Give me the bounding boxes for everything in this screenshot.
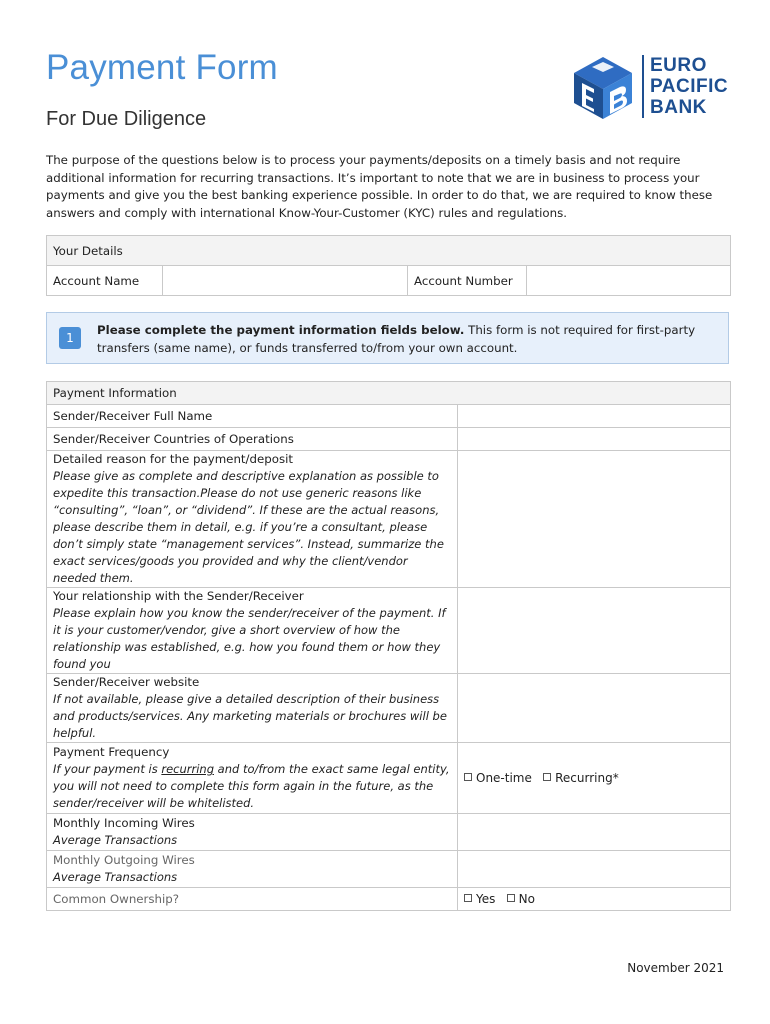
checkbox-icon[interactable] bbox=[464, 894, 472, 902]
notice-text bbox=[97, 321, 722, 357]
checkbox-icon[interactable] bbox=[507, 894, 515, 902]
logo-line-bank: BANK bbox=[650, 97, 707, 118]
recurring-option[interactable]: Recurring* bbox=[543, 771, 619, 785]
frequency-label: Payment Frequency bbox=[53, 745, 170, 759]
full-name-label: Sender/Receiver Full Name bbox=[47, 405, 458, 428]
reason-help: Please give as complete and descriptive explanation as possible to expedite this transaction.Please do not use generic reasons like “consulting”, “loan”, or “dividend”. If these are the actual reasons, please describe them in detail, e.g. if you’re a consultant, please don’t simply state “management services”. Instead, summarize the exact services/goods you provided and why the client/vendor needed them. bbox=[53, 469, 444, 585]
incoming-field[interactable] bbox=[458, 814, 731, 851]
incoming-cell bbox=[47, 814, 458, 851]
website-field[interactable] bbox=[458, 674, 731, 743]
relationship-label: Your relationship with the Sender/Receiver bbox=[53, 589, 304, 603]
payment-information-heading: Payment Information bbox=[47, 382, 731, 405]
outgoing-help: Average Transactions bbox=[53, 870, 178, 884]
account-name-field[interactable] bbox=[163, 266, 408, 296]
your-details-heading: Your Details bbox=[47, 236, 731, 266]
checkbox-icon[interactable] bbox=[543, 773, 551, 781]
page-title: Payment Form bbox=[46, 48, 278, 87]
relationship-cell bbox=[47, 588, 458, 674]
euro-pacific-cube-icon bbox=[570, 55, 636, 121]
payment-information-table bbox=[46, 381, 731, 911]
outgoing-cell bbox=[47, 851, 458, 888]
ownership-cell bbox=[47, 888, 458, 911]
checkbox-icon[interactable] bbox=[464, 773, 472, 781]
account-number-field[interactable] bbox=[527, 266, 731, 296]
notice-bold-text: Please complete the payment information fields below. bbox=[97, 323, 465, 337]
bank-logo bbox=[570, 55, 730, 121]
frequency-help: If your payment is recurring and to/from the exact same legal entity, you will not need to complete this form again in the future, as the sender/receiver will be whitelisted. bbox=[53, 762, 450, 810]
website-label: Sender/Receiver website bbox=[53, 675, 200, 689]
incoming-label: Monthly Incoming Wires bbox=[53, 816, 195, 830]
relationship-help: Please explain how you know the sender/receiver of the payment. If it is your customer/vendor, give a short overview of how the relationship was established, e.g. how you found them or how they found you bbox=[53, 606, 446, 671]
account-name-label: Account Name bbox=[47, 266, 163, 296]
one-time-option[interactable]: One-time bbox=[464, 771, 532, 785]
yes-option[interactable]: Yes bbox=[464, 892, 495, 906]
notice-rest-text: This form is not required for first-party transfers (same name), or funds transferred to/from your own account. bbox=[97, 323, 696, 355]
outgoing-field[interactable] bbox=[458, 851, 731, 888]
frequency-options bbox=[458, 743, 731, 814]
website-cell bbox=[47, 674, 458, 743]
ownership-options bbox=[458, 888, 731, 911]
countries-label: Sender/Receiver Countries of Operations bbox=[47, 428, 458, 451]
incoming-help: Average Transactions bbox=[53, 833, 178, 847]
logo-line-euro: EURO bbox=[650, 55, 707, 76]
intro-paragraph: The purpose of the questions below is to process your payments/deposits on a timely basis and not require additional information for recurring transactions. It’s important to note that we are in business to process your payments and give you the best banking experience possible. In order to do that, we are required to know these answers and comply with international Know-Your-Customer (KYC) rules and regulations. bbox=[46, 153, 713, 220]
logo-line-pacific: PACIFIC bbox=[650, 76, 729, 97]
website-help: If not available, please give a detailed description of their business and products/services. Any marketing materials or brochures will be helpful. bbox=[53, 692, 447, 740]
frequency-cell bbox=[47, 743, 458, 814]
bank-logo-text bbox=[642, 55, 728, 118]
reason-label: Detailed reason for the payment/deposit bbox=[53, 452, 294, 466]
step-number-badge: 1 bbox=[59, 327, 81, 349]
reason-cell bbox=[47, 451, 458, 588]
your-details-table bbox=[46, 235, 731, 296]
relationship-field[interactable] bbox=[458, 588, 731, 674]
outgoing-label: Monthly Outgoing Wires bbox=[53, 853, 195, 867]
countries-field[interactable] bbox=[458, 428, 731, 451]
account-number-label: Account Number bbox=[408, 266, 527, 296]
instruction-notice bbox=[46, 312, 729, 364]
footer-date: November 2021 bbox=[627, 961, 724, 975]
reason-field[interactable] bbox=[458, 451, 731, 588]
ownership-label: Common Ownership? bbox=[53, 891, 180, 906]
page-subtitle: For Due Diligence bbox=[46, 108, 207, 130]
full-name-field[interactable] bbox=[458, 405, 731, 428]
no-option[interactable]: No bbox=[507, 892, 535, 906]
